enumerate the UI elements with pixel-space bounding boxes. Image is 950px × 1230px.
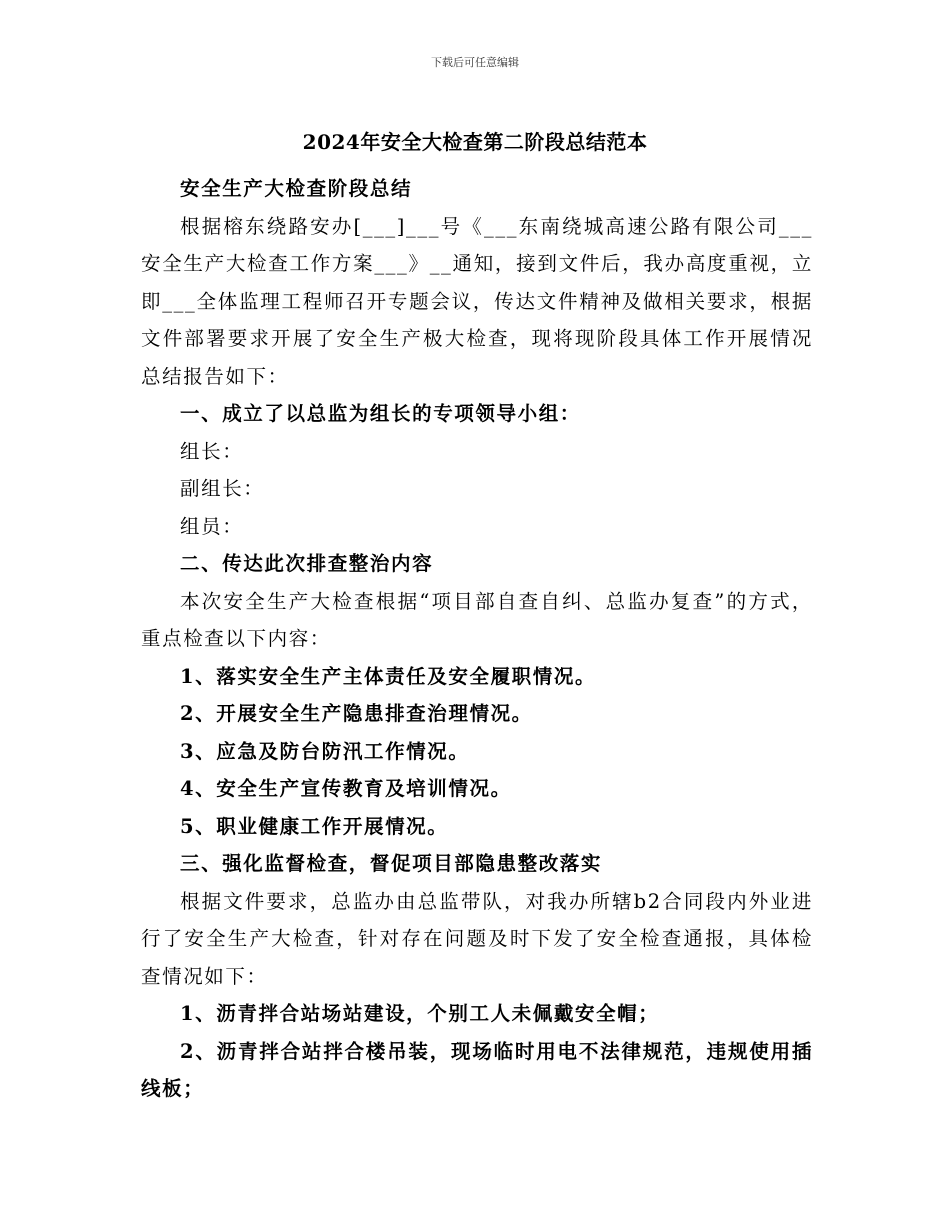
deputy-leader-line: 副组长： [180,477,265,500]
list-item: 3、应急及防台防汛工作情况。 [180,739,470,763]
section-2-heading: 二、传达此次排查整治内容 [180,552,434,575]
section-2-intro: 本次安全生产大检查根据“项目部自查自纠、总监办复查”的方式，重点检查以下内容： [141,589,813,650]
page-header-note: 下载后可任意编辑 [431,56,519,69]
list-item: 1、落实安全生产主体责任及安全履职情况。 [180,664,597,688]
intro-paragraph: 根据榕东绕路安办[___]___号《___东南绕城高速公路有限公司___安全生产大检查工作方案___》__通知，接到文件后，我办高度重视，立即___全体监理工程师召开专题会议，传达文件精神及做相关要求，根据文件部署要求开展了安全生产极大检查，现将现阶段具体工作开展情况总结报告如下： [141,214,813,388]
section-3-intro: 根据文件要求，总监办由总监带队，对我办所辖b2合同段内外业进行了安全生产大检查，针对存在问题及时下发了安全检查通报，具体检查情况如下： [141,889,813,988]
document-body [141,170,813,1108]
list-item: 5、职业健康工作开展情况。 [180,814,449,838]
list-item: 4、安全生产宣传教育及培训情况。 [180,777,512,800]
document-title: 2024年安全大检查第二阶段总结范本 [302,130,648,154]
members-line: 组员： [180,514,244,538]
document-subtitle: 安全生产大检查阶段总结 [180,177,413,200]
finding-item: 1、沥青拌合站场站建设，个别工人未佩戴安全帽； [180,1002,660,1025]
list-item: 2、开展安全生产隐患排查治理情况。 [180,702,533,725]
finding-item: 2、沥青拌合站拌合楼吊装，现场临时用电不法律规范，违规使用插线板； [141,1039,813,1100]
section-3-heading: 三、强化监督检查，督促项目部隐患整改落实 [180,852,603,875]
section-1-heading: 一、成立了以总监为组长的专项领导小组： [180,402,581,425]
group-leader-line: 组长： [180,439,244,463]
